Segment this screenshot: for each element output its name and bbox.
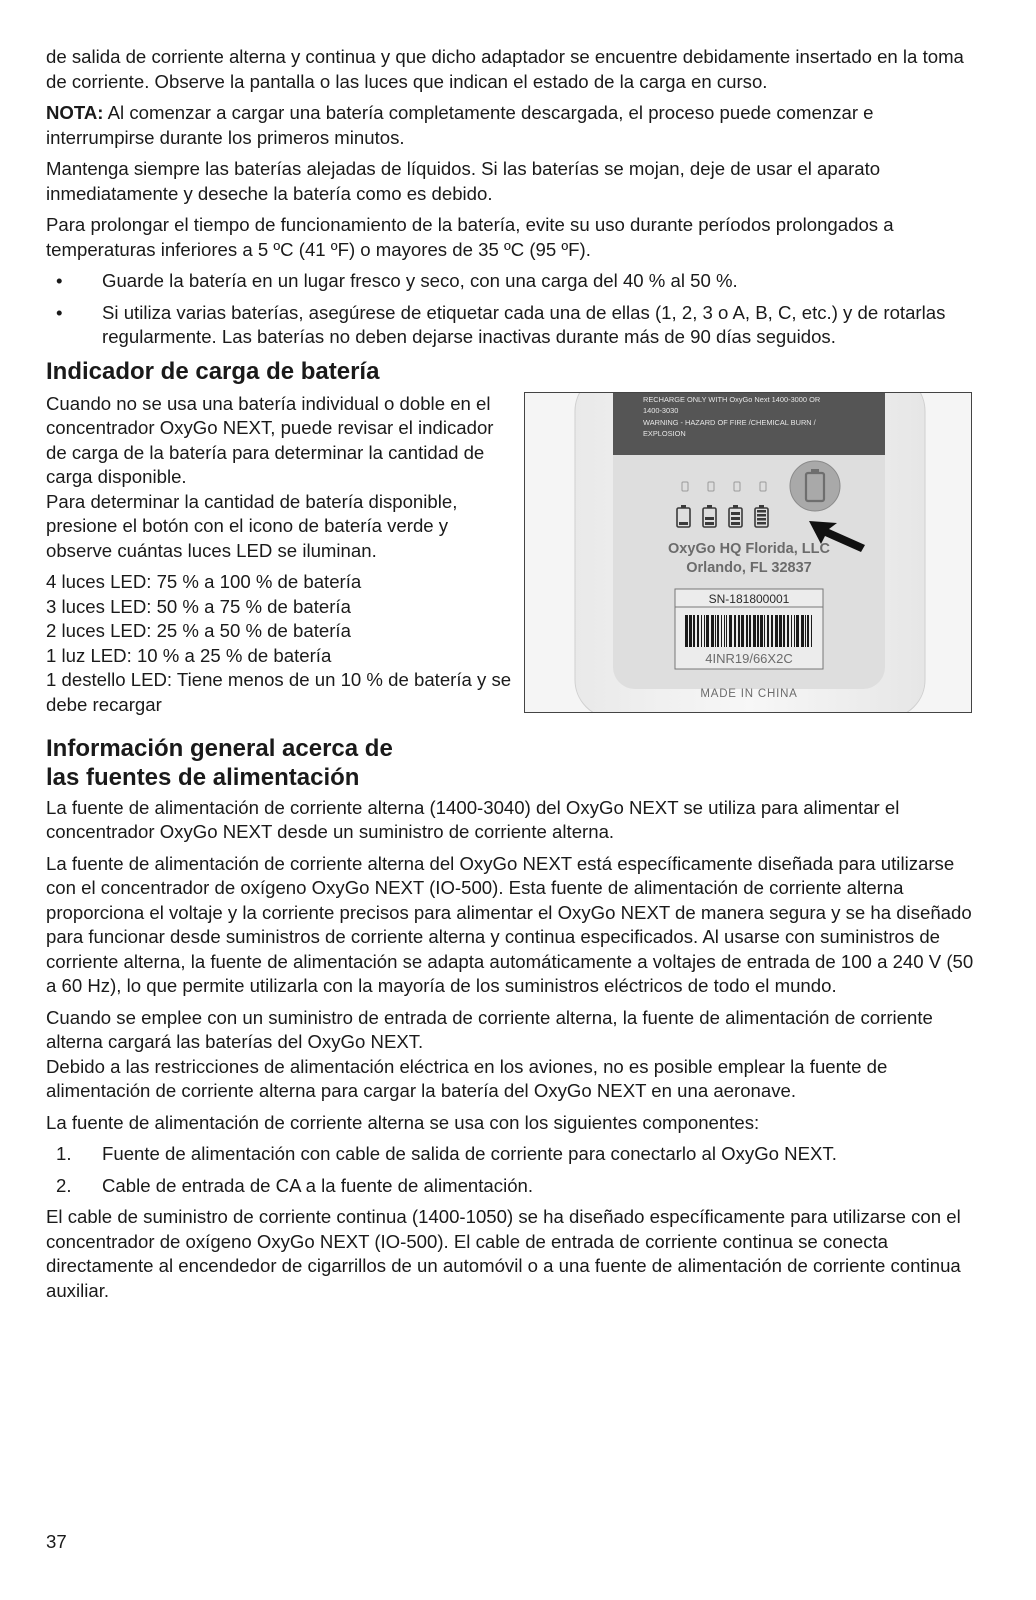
power-paragraph: El cable de suministro de corriente continua (1400-1050) se ha diseñado específicamente para utilizarse con el concentrador de oxígeno OxyGo NEXT (IO-500). El cable de entrada de corriente continua se conecta directamente al encendedor de cigarrillos de un automóvil o a una fuente de alimentación de corriente continua auxiliar. [46, 1206, 961, 1301]
model-number: 4INR19/66X2C [705, 650, 793, 666]
barcode-bar [791, 615, 792, 647]
barcode-bar [764, 615, 765, 647]
led-level-item: 2 luces LED: 25 % a 50 % de batería [46, 620, 351, 641]
barcode-bar [783, 615, 785, 647]
barcode-bar [706, 615, 709, 647]
company-name: OxyGo HQ Florida, LLC [668, 540, 830, 557]
list-text: Cable de entrada de CA a la fuente de alimentación. [102, 1174, 534, 1196]
bullet-item [46, 301, 976, 350]
barcode-bar [746, 615, 748, 647]
made-in-label: MADE IN CHINA [700, 687, 798, 700]
barcode-bar [749, 615, 751, 647]
warning-text-line: 1400-3030 [643, 405, 679, 415]
led-level-item: 1 destello LED: Tiene menos de un 10 % de batería y se debe recargar [46, 669, 512, 715]
barcode-bar [757, 615, 759, 647]
barcode-bar [717, 615, 719, 647]
temperature-paragraph: Para prolongar el tiempo de funcionamiento de la batería, evite su uso durante períodos prolongados a temperaturas inferiores a 5 ºC (41 ºF) o mayores de 35 ºC (95 ºF). [46, 214, 894, 260]
led-level-item: 3 luces LED: 50 % a 75 % de batería [46, 595, 351, 617]
bullet-text: Si utiliza varias baterías, asegúrese de etiquetar cada una de ellas (1, 2, 3 o A, B, C, etc.) y de rotarlas regularmente. Las baterías no deben dejarse inactivas durante más de 90 días seguidos. [102, 301, 946, 347]
barcode-bar [721, 615, 722, 647]
bullet-text: Guarde la batería en un lugar fresco y seco, con una carga del 40 % al 50 %. [102, 270, 738, 291]
barcode-bar [796, 615, 799, 647]
page-number: 37 [46, 1531, 67, 1552]
barcode-bar [704, 615, 705, 647]
storage-bullet-list [46, 269, 976, 350]
barcode-bar [711, 615, 714, 647]
battery-indicator-section [46, 392, 976, 728]
heading-line: las fuentes de alimentación [46, 763, 360, 791]
battery-indicator-text [46, 392, 516, 718]
barcode-bar [771, 615, 773, 647]
warning-text-line: WARNING - HAZARD OF FIRE /CHEMICAL BURN / [643, 417, 816, 427]
barcode-bar [701, 615, 702, 647]
list-item [46, 1174, 976, 1199]
barcode-bar [787, 615, 789, 647]
barcode-bar [779, 615, 782, 647]
liquids-paragraph: Mantenga siempre las baterías alejadas de líquidos. Si las baterías se mojan, deje de usar el aparato inmediatamente y deseche la batería como es debido. [46, 158, 881, 204]
page-content [46, 45, 976, 1303]
warning-text-line: EXPLOSION [643, 428, 686, 438]
barcode-bar [741, 615, 744, 647]
power-paragraph: La fuente de alimentación de corriente alterna (1400-3040) del OxyGo NEXT se utiliza para alimentar el concentrador OxyGo NEXT desde un suministro de corriente alterna. [46, 796, 900, 842]
barcode-bar [693, 615, 695, 647]
serial-number: SN-181800001 [708, 591, 790, 606]
led-level-item: 4 luces LED: 75 % a 100 % de batería [46, 571, 362, 592]
barcode-bar [811, 615, 812, 647]
barcode-bar [729, 615, 732, 647]
barcode-bar [775, 615, 778, 647]
barcode-bar [734, 615, 736, 647]
power-paragraph: Cuando se emplee con un suministro de entrada de corriente alterna, la fuente de alimentación de corriente alterna cargará las baterías del OxyGo NEXT. [46, 1006, 933, 1052]
intro-paragraph: de salida de corriente alterna y continua y que dicho adaptador se encuentre debidamente insertado en la toma de corriente. Observe la pantalla o las luces que indican el estado de la carga en curso. [46, 46, 964, 92]
bullet-mark: • [56, 270, 63, 291]
barcode-bar [715, 615, 716, 647]
list-item [46, 1142, 976, 1167]
list-number: 2. [56, 1174, 72, 1196]
barcode-bar [767, 615, 769, 647]
barcode-bar [724, 615, 725, 647]
barcode-bar [726, 615, 727, 647]
components-list [46, 1142, 976, 1198]
battery-label-figure [524, 392, 972, 713]
led-level-list [46, 570, 516, 717]
list-number: 1. [56, 1143, 72, 1164]
barcode-bar [697, 615, 699, 647]
barcode-bar [801, 615, 804, 647]
heading-line: Información general acerca de [46, 734, 393, 762]
battery-check-button [790, 461, 840, 511]
note-label: NOTA: [46, 102, 104, 123]
bullet-item [46, 269, 976, 294]
warning-text-line: RECHARGE ONLY WITH OxyGo Next 1400-3000 OR [643, 394, 821, 404]
company-address: Orlando, FL 32837 [686, 559, 812, 576]
battery-label-illustration [525, 393, 971, 712]
barcode-bar [753, 615, 756, 647]
barcode-bar [689, 615, 692, 647]
power-paragraph: Debido a las restricciones de alimentación eléctrica en los aviones, no es posible emplear la fuente de alimentación de corriente alterna para cargar la batería del OxyGo NEXT en una aeronave. [46, 1055, 888, 1101]
barcode-bar [760, 615, 763, 647]
section-heading-power-supplies [46, 734, 976, 792]
indicator-paragraph: Cuando no se usa una batería individual o doble en el concentrador OxyGo NEXT, puede revisar el indicador de carga de la batería para determinar la cantidad de carga disponible. [46, 392, 494, 487]
power-paragraph: La fuente de alimentación de corriente alterna del OxyGo NEXT está específicamente diseñada para utilizarse con el concentrador de oxígeno OxyGo NEXT (IO-500). Esta fuente de alimentación de corriente alterna proporciona el voltaje y la corriente precisos para alimentar el OxyGo NEXT de manera segura y se ha diseñado para funcionar desde suministros de corriente alterna y continua especificados. Al usarse con suministros de corriente alterna, la fuente de alimentación se adapta automáticamente a voltajes de entrada de 100 a 240 V (50 a 60 Hz), lo que permite utilizarla con la mayoría de los suministros eléctricos de todo el mundo. [46, 852, 974, 996]
indicator-instruction-paragraph: Para determinar la cantidad de batería disponible, presione el botón con el icono de batería verde y observe cuántas luces LED se iluminan. [46, 490, 458, 561]
led-level-item: 1 luz LED: 10 % a 25 % de batería [46, 644, 332, 666]
barcode-bar [794, 615, 795, 647]
list-text: Fuente de alimentación con cable de salida de corriente para conectarlo al OxyGo NEXT. [102, 1143, 837, 1164]
section-heading-battery-indicator: Indicador de carga de batería [46, 357, 380, 385]
note-text: Al comenzar a cargar una batería completamente descargada, el proceso puede comenzar e interrumpirse durante los primeros minutos. [46, 102, 874, 148]
barcode-bar [738, 615, 740, 647]
barcode-bar [805, 615, 806, 647]
barcode-bar [807, 615, 809, 647]
note-paragraph [46, 101, 976, 150]
barcode-bar [685, 615, 688, 647]
power-paragraph: La fuente de alimentación de corriente alterna se usa con los siguientes componentes: [46, 1111, 760, 1133]
bullet-mark: • [56, 301, 63, 323]
